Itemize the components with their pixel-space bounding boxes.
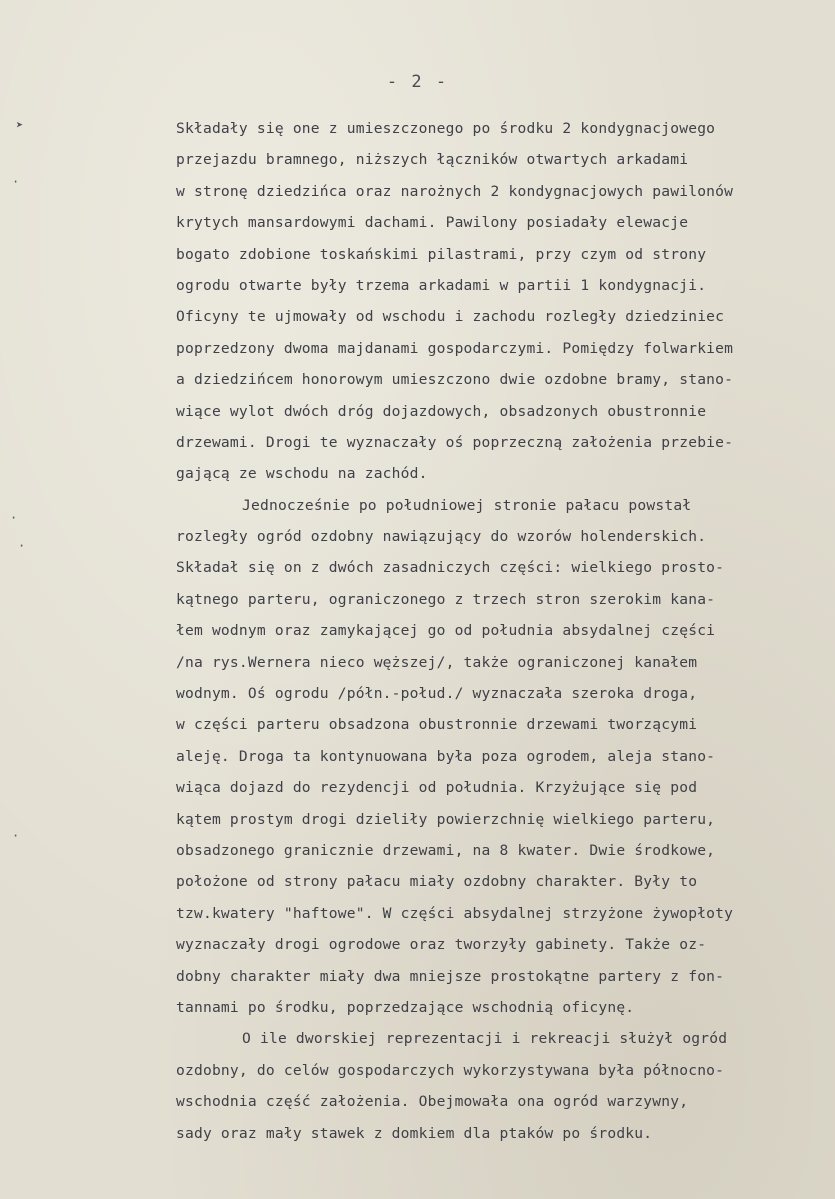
text-line: poprzedzony dwoma majdanami gospodarczymi. Pomiędzy folwarkiem — [176, 339, 734, 357]
text-line: Składały się one z umieszczonego po środku 2 kondygnacjowego — [176, 120, 716, 137]
text-line: gającą ze wschodu na zachód. — [176, 465, 428, 483]
margin-dot: · — [10, 511, 18, 525]
text-line: łem wodnym oraz zamykającej go od południa absydalnej części — [176, 622, 716, 640]
text-line: rozległy ogród ozdobny nawiązujący do wzorów holenderskich. — [176, 528, 707, 546]
text-line: drzewami. Drogi te wyznaczały oś poprzeczną założenia przebie- — [176, 433, 734, 451]
text-line: /na rys.Wernera nieco węższej/, także ograniczonej kanałem — [176, 653, 698, 671]
text-line: Jednocześnie po południowej stronie pałacu powstał — [242, 496, 692, 514]
text-line: wodnym. Oś ogrodu /półn.-połud./ wyznaczała szeroka droga, — [176, 685, 698, 703]
text-line: bogato zdobione toskańskimi pilastrami, przy czym od strony — [176, 245, 707, 263]
text-line: sady oraz mały stawek z domkiem dla ptaków po środku. — [176, 1124, 653, 1142]
text-line: kątem prostym drogi dzieliły powierzchnię wielkiego parteru, — [176, 810, 716, 828]
margin-arrow-icon: ➤ — [16, 118, 24, 132]
text-line: krytych mansardowymi dachami. Pawilony posiadały elewacje — [176, 214, 689, 232]
text-line: w części parteru obsadzona obustronnie drzewami tworzącymi — [176, 716, 698, 734]
text-line: wiąca dojazd do rezydencji od południa. Krzyżujące się pod — [176, 779, 698, 797]
text-line: wiące wylot dwóch dróg dojazdowych, obsadzonych obustronnie — [176, 402, 707, 420]
text-line: dobny charakter miały dwa mniejsze prostokątne partery z fon- — [176, 967, 725, 985]
margin-dot: · — [18, 539, 26, 553]
text-line: obsadzonego granicznie drzewami, na 8 kwater. Dwie środkowe, — [176, 841, 716, 859]
margin-dot: · — [12, 829, 20, 843]
body-text — [176, 113, 826, 1149]
text-line: w stronę dziedzińca oraz narożnych 2 kondygnacjowych pawilonów — [176, 182, 734, 200]
text-line: wyznaczały drogi ogrodowe oraz tworzyły gabinety. Także oz- — [176, 936, 707, 954]
text-line: a dziedzińcem honorowym umieszczono dwie ozdobne bramy, stano- — [176, 371, 734, 389]
text-line: tannami po środku, poprzedzające wschodnią oficynę. — [176, 998, 635, 1016]
page-number: - 2 - — [386, 72, 449, 92]
text-line: przejazdu bramnego, niższych łączników otwartych arkadami — [176, 151, 689, 169]
text-line: Składał się on z dwóch zasadniczych części: wielkiego prosto- — [176, 559, 725, 577]
text-line: kątnego parteru, ograniczonego z trzech stron szerokim kana- — [176, 590, 716, 608]
text-line: wschodnia część założenia. Obejmowała ona ogród warzywny, — [176, 1093, 689, 1111]
text-line: tzw.kwatery "haftowe". W części absydalnej strzyżone żywopłoty — [176, 904, 734, 922]
text-line: Oficyny te ujmowały od wschodu i zachodu rozległy dziedziniec — [176, 308, 725, 326]
text-line: ogrodu otwarte były trzema arkadami w partii 1 kondygnacji. — [176, 276, 707, 294]
text-line: O ile dworskiej reprezentacji i rekreacji służył ogród — [242, 1030, 728, 1048]
text-line: aleję. Droga ta kontynuowana była poza ogrodem, aleja stano- — [176, 747, 716, 765]
text-line: ozdobny, do celów gospodarczych wykorzystywana była północno- — [176, 1061, 725, 1079]
text-line: położone od strony pałacu miały ozdobny charakter. Były to — [176, 873, 698, 891]
margin-dot: · — [12, 175, 20, 189]
